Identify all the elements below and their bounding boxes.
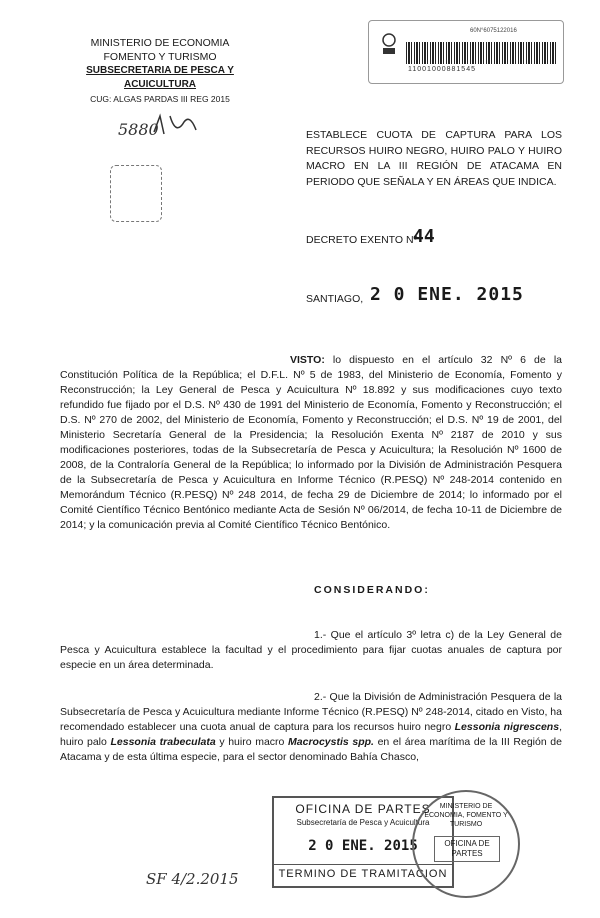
round-stamp-text: MINISTERIO DE ECONOMIA, FOMENTO Y TURISMO <box>424 803 508 828</box>
handwritten-margin-note: 5880 <box>118 120 159 139</box>
species-huiro-macro: Macrocystis spp. <box>288 736 374 748</box>
ministry-name: MINISTERIO DE ECONOMIA <box>90 37 230 49</box>
seal-stamp-icon <box>110 165 162 222</box>
chile-logo-icon <box>380 32 398 56</box>
visto-paragraph <box>60 353 562 533</box>
decree-label: DECRETO EXENTO Nº <box>306 234 418 246</box>
visto-lead: VISTO: <box>290 354 325 366</box>
p2-text-c: y huiro macro <box>215 736 289 748</box>
decree-subject: ESTABLECE CUOTA DE CAPTURA PARA LOS RECURSOS HUIRO NEGRO, HUIRO PALO Y HUIRO MACRO EN LA III REGIÓN DE ATACAMA EN PERIODO QUE SEÑALA Y EN ÁREAS QUE INDICA. <box>306 129 562 188</box>
decree-date: 2 0 ENE. 2015 <box>370 284 524 305</box>
p2-text-b: , huiro palo <box>60 721 562 748</box>
signature-icon <box>150 112 200 142</box>
santiago-label: SANTIAGO, <box>306 293 364 305</box>
considerando-p1: 1.- Que el artículo 3º letra c) de la Ley General de Pesca y Acuicultura establece la facultad y el procedimiento para fijar cuotas anuales de captura por especie en un área determinada. <box>60 629 562 671</box>
stamp-subtitle: Subsecretaría de Pesca y Acuicultura <box>296 818 430 827</box>
ministry-subtitle: FOMENTO Y TURISMO <box>103 51 217 63</box>
barcode-bars <box>406 42 556 64</box>
considerando-p2 <box>60 690 562 765</box>
stamp-footer: TERMINO DE TRAMITACION <box>274 864 452 880</box>
round-stamp-center: OFICINA DE PARTES <box>434 836 500 862</box>
subsecretaria-name: SUBSECRETARIA DE PESCA Y ACUICULTURA <box>86 65 234 90</box>
considerando-title: CONSIDERANDO: <box>314 584 430 596</box>
species-huiro-negro: Lessonia nigrescens <box>454 721 560 733</box>
visto-text: lo dispuesto en el artículo 32 Nº 6 de la Constitución Política de la República; el D.F.L. Nº 5 de 1983, del Ministerio de Economía, Fomento y Reconstrucción; la Ley General de Pesca y Acuicultura Nº 18.892 y sus modificaciones cuyo texto refundido fue fijado por el D.S. Nº 430 de 1991 del Ministerio de Economía, Fomento y Reconstrucción; el D.S. Nº 270 de 2002, del Ministerio de Economía, Fomento y Reconstrucción; el D.S. Nº 19 de 2001, del Ministerio Secretaría General de la Presidencia; la Resolución Exenta Nº 2187 de 2010 y sus modificaciones posteriores, todas de la Subsecretaría de Pesca y Acuicultura; la Resolución Nº 1600 de 2008, de la Contraloría General de la República; lo informado por la División de Administración Pesquera de la Subsecretaría de Pesca y Acuicultura en Informe Técnico (R.PESQ) Nº 248-2014 contenido en Memorándum Técnico (R.PESQ) Nº 248 2014, de fecha 29 de Diciembre de 2014; lo informado por el Comité Científico Técnico Bentónico mediante Acta de Sesión Nº 06/2014, de fecha 10-11 de Diciembre de 2014; y la comunicación previa al Comité Científico Técnico Bentónico. <box>60 354 562 531</box>
round-ministry-stamp <box>412 790 520 898</box>
stamp-date: 2 0 ENE. 2015 <box>308 838 418 854</box>
decree-number: 44 <box>413 226 435 247</box>
cug-code: CUG: ALGAS PARDAS III REG 2015 <box>90 94 230 104</box>
handwritten-bottom-note: SF 4/2.2015 <box>146 870 239 888</box>
species-huiro-palo: Lessonia trabeculata <box>110 736 216 748</box>
stamp-title: OFICINA DE PARTES <box>295 802 431 816</box>
p2-text-a: 2.- Que la División de Administración Pesquera de la Subsecretaría de Pesca y Acuicultura mediante Informe Técnico (R.PESQ) Nº 248-2014, citado en Visto, ha recomendado establecer una cuota anual de captura para los recursos huiro negro <box>60 691 562 733</box>
p2-text-d: en el área marítima de la III Región de Atacama y de esta última especie, para el sector denominado Bahía Chasco, <box>60 736 562 763</box>
barcode-top-text: 60N°6075122016 <box>470 28 517 34</box>
ministry-header <box>60 36 260 106</box>
barcode-number: 11001000881545 <box>408 66 476 73</box>
